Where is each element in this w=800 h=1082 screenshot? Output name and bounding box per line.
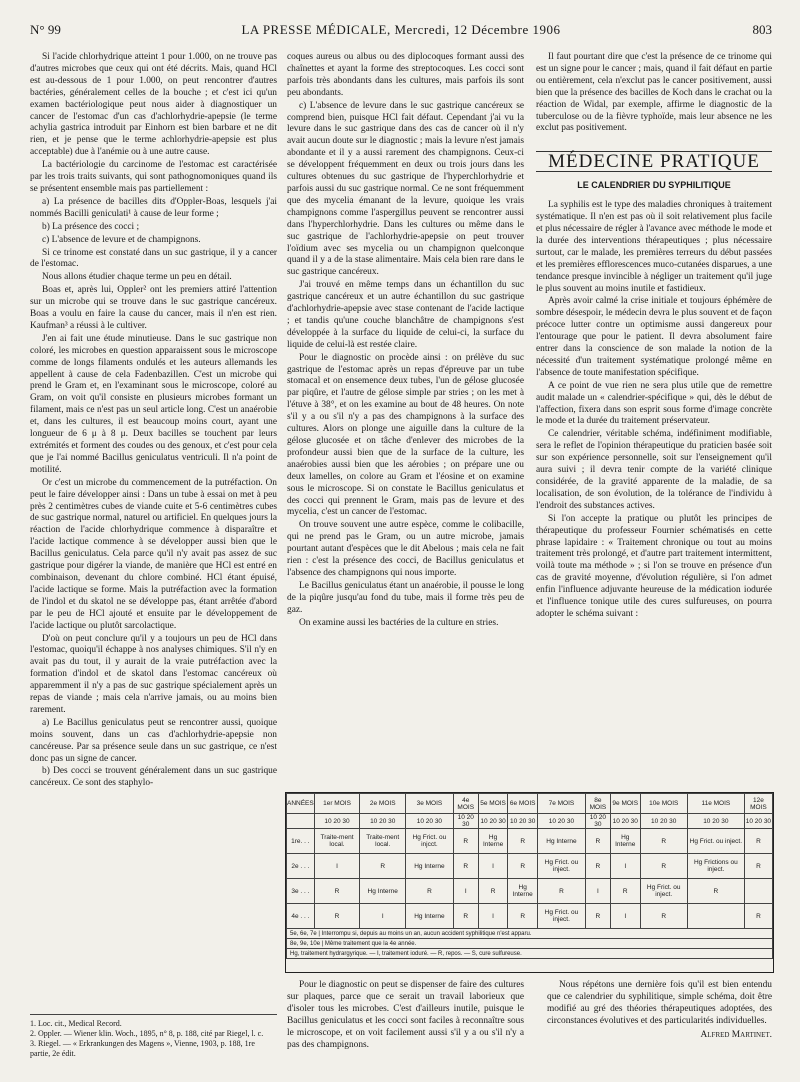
month-header: 5e MOIS [478, 794, 508, 814]
table-cell: I [610, 854, 640, 879]
paragraph: coques aureus ou albus ou des diplocoques formant aussi des chaînettes et ayant la forme des streptocoques. Les cocci sont parfois très abondants dans les cultures, mais parfois ils sont peu abondants. [287, 52, 524, 98]
table-cell: I [478, 854, 508, 879]
table-cell: R [610, 879, 640, 904]
table-cell: I [314, 854, 360, 879]
table-cell: Hg Interne [360, 879, 406, 904]
table-cell: R [314, 879, 360, 904]
paragraph: A ce point de vue rien ne sera plus utile que de remettre audit malade un « calendrier-spécifique » qui, dès le début de l'affection, fixera dans son esprit sous forme d'image concrète le mode et la durée du traitement préservateur. [536, 380, 772, 427]
paragraph: On examine aussi les bactéries de la culture en stries. [299, 617, 499, 628]
table-cell: R [744, 904, 772, 929]
table-cell: R [687, 879, 744, 904]
paragraph: Pour le diagnostic on peut se dispenser de faire des cultures sur plaques, parce que ce serait un travail laborieux que d'isoler tous les microbes. C'est d'ailleurs inutile, puisque le Bacillus geniculatus et les cocci sont faciles à reconnaître sous le microscope, et on voit facilement aussi s'il y a ou s'il n'y a pas des champignons. [287, 980, 524, 1050]
column-3-continuation [547, 980, 772, 1042]
column-2-continuation [287, 980, 524, 1052]
footnote: 2. Oppler. — Wiener klin. Woch., 1895, n° 8, p. 188, cité par Riegel, l. c. [30, 1029, 264, 1038]
table-cell: I [360, 904, 406, 929]
day-ticks: 10 20 30 [687, 814, 744, 829]
paragraph: Si l'acide chlorhydrique atteint 1 pour 1.000, on ne trouve pas d'autres microbes que ceux qui ont été décrits. Mais, quand HCl est au-dessous de 1 pour 1.000, on peut rencontrer d'autres bactéries, généralement celles de la bouche ; et c'est ici qu'un examen bactériologique peut nous aider à diagnostiquer un cancer de l'estomac d'un cas d'achlorhydrie-apepsie (le terme achylia gastrica introduit par Einhorn est bien barbare et ne dit rien, et je pense que le terme achlorhydrie-apepsie est plus acceptable) due à l'anémie ou à une autre cause. [30, 52, 277, 158]
table-cell: Hg Frictions ou inject. [687, 854, 744, 879]
year-label: 1re. . . [287, 829, 315, 854]
table-cell: Traite-ment local. [360, 829, 406, 854]
month-header: 10e MOIS [640, 794, 687, 814]
year-label: 3e . . . [287, 879, 315, 904]
table-row [287, 854, 773, 879]
section-title: MÉDECINE PRATIQUE [536, 151, 772, 172]
table-cell: I [478, 904, 508, 929]
paragraph: Il faut pourtant dire que c'est la présence de ce trinome qui est un signe pour le cancer ; mais, quand il fait défaut en partie ou entièrement, cela n'exclut pas le cancer positivement, aussi bien que la présence des bacilles de Koch dans le crachat ou la réaction de Widal, par exemple, affirme le diagnostic de la tuberculose ou de la fièvre typhoïde, mais leur absence ne les exclut pas positivement. [536, 52, 772, 134]
table-cell [287, 814, 315, 829]
table-cell: Hg Interne [406, 854, 454, 879]
paragraph: Or c'est un microbe du commencement de la putréfaction. On peut le faire développer ainsi : Dans un tube à essai on met à peu près 2 centimètres cubes de viande cuite et 5-6 centimètres cubes de suc gastrique normal, naturel ou artificiel. En quelques jours la réaction de l'acide chlorhydrique commence à disparaître et l'acide lactique commence à se développer aussi bien que le Bacillus geniculatus. Cela parce qu'il n'y avait pas assez de suc gastrique pour digérer la viande, de manière que HCl est entré en combinaison, devenant du chlore combiné. HCl étant épuisé, l'acide lactique se forme. Mais la putréfaction avec la formation de l'indol et du skatol ne se développe pas, étant arrêtée d'abord par le peu de HCl ajouté et ensuite par le développement de l'acide lactique ou plutôt sarcolactique. [30, 477, 277, 631]
day-ticks: 10 20 30 [314, 814, 360, 829]
table-cell: R [314, 904, 360, 929]
day-ticks: 10 20 30 [406, 814, 454, 829]
paragraph: Si ce trinome est constaté dans un suc gastrique, il y a cancer de l'estomac. [30, 247, 277, 270]
table-cell: R [744, 854, 772, 879]
paragraph: a) La présence de bacilles dits d'Oppler-Boas, lesquels j'ai nommés Bacilli geniculati¹ à cause de leur forme ; [30, 196, 277, 219]
day-ticks: 10 20 30 [538, 814, 586, 829]
year-label: 4e . . . [287, 904, 315, 929]
day-ticks: 10 20 30 [585, 814, 610, 829]
paragraph: La bactériologie du carcinome de l'estomac est caractérisée par les trois traits suivants, qui sont pathognomoniques quand ils se présentent ensemble mais pas partiellement : [30, 160, 277, 194]
table-cell: R [360, 854, 406, 879]
paragraph: Nous répétons une dernière fois qu'il est bien entendu que ce calendrier du syphilitique, simple schéma, doit être modifié au gré des théories thérapeutiques adoptées, des circonstances évolutives et des particularités individuelles. [547, 980, 772, 1026]
article-title: LE CALENDRIER DU SYPHILITIQUE [577, 180, 731, 191]
table-cell: R [508, 854, 538, 879]
issue-number: N° 99 [30, 22, 61, 37]
table-cell: R [640, 904, 687, 929]
paragraph: Le Bacillus geniculatus étant un anaérobie, il pousse le long de la piqûre jusqu'au fond du tube, mais il forme très peu de gaz. [287, 580, 524, 615]
table-cell: Hg Interne [610, 829, 640, 854]
paragraph: c) L'absence de levure et de champignons. [42, 234, 201, 245]
table-cell: R [585, 904, 610, 929]
table-cell: R [453, 829, 478, 854]
day-ticks: 10 20 30 [610, 814, 640, 829]
table-cell: R [508, 904, 538, 929]
author-signature: Alfred Martinet. [700, 1029, 772, 1040]
month-header: 8e MOIS [585, 794, 610, 814]
table-cell: R [453, 854, 478, 879]
day-ticks: 10 20 30 [640, 814, 687, 829]
table-cell: I [610, 904, 640, 929]
day-ticks: 10 20 30 [360, 814, 406, 829]
table-cell: Hg Interne [406, 904, 454, 929]
table-cell: I [585, 879, 610, 904]
table-cell [744, 879, 772, 904]
table-cell: R [453, 904, 478, 929]
table-cell: R [508, 829, 538, 854]
table-cell: Hg Frict. ou inject. [538, 854, 586, 879]
table-legend: Hg, traitement hydrargyrique. — I, traitement ioduré. — R, repos. — S, cure sulfureuse. [287, 949, 773, 959]
table-cell: I [453, 879, 478, 904]
footnote: 3. Riegel. — « Erkrankungen des Magens », Vienne, 1903, p. 188, 1re partie, 2e édit. [30, 1039, 255, 1058]
month-header: 6e MOIS [508, 794, 538, 814]
table-cell: R [744, 829, 772, 854]
day-ticks: 10 20 30 [478, 814, 508, 829]
paragraph: On trouve souvent une autre espèce, comme le colibacille, qui ne prend pas le Gram, ou un autre microbe, jamais pourtant autant d'espèces que le dit Abelous ; mais cela ne fait rien : c'est la présence des cocci, de Bacillus geniculatus et l'absence des champignons qui nous importe. [287, 520, 524, 578]
paragraph: La syphilis est le type des maladies chroniques à traitement systématique. Il n'en est pas où il soit relativement plus facile et plus nécessaire de régler à l'avance avec méthode le mode et la durée des interventions thérapeutiques ; plus nécessaire surtout, car le malade, les premières terreurs du début passées et les premières efflorescences muco-cutanées disparues, a une tendance presque invincible à négliger un traitement qu'il juge le plus souvent au moins inutile et fastidieux. [536, 200, 772, 294]
year-label: 2e . . . [287, 854, 315, 879]
paragraph: b) Des cocci se trouvent généralement dans un suc gastrique cancéreux. Ce sont des staphylo- [30, 766, 277, 789]
column-1 [30, 52, 277, 791]
paragraph: Pour le diagnostic on procède ainsi : on prélève du suc gastrique de l'estomac après un repas d'épreuve par un tube stomacal et on ensemence deux tubes, l'un de gélose glucosée par piqûre, et l'autre de gélose simple par stries ; on les met à l'étuve à 38°, et on les examine au bout de 48 heures. On note s'il y a ou s'il n'y a pas des champignons à la surface des cultures. Alors on plonge une aiguille dans la culture de la gélose glucosée et on tâche d'enlever des microbes de la profondeur aussi bien que de la surface de la culture, les anaérobies aussi bien que les aérobies ; on prépare une ou deux lamelles, on colore au Gram et l'éosine et on examine sous le microscope. Si on constate le Bacillus geniculatus et des cocci qui prennent le Gram, mais pas de levure et des mycelia, c'est un cancer de l'estomac. [287, 352, 524, 518]
table-cell: Hg Frict. ou inject. [538, 904, 586, 929]
paragraph: b) La présence des cocci ; [42, 221, 140, 232]
table-row [287, 879, 773, 904]
paragraph: Ce calendrier, véritable schéma, indéfiniment modifiable, sera le reflet de l'opinion thérapeutique du praticien basée soit sur son expérience personnelle, soit sur l'enseignement qu'il aura suivi ; il devra tenir compte de la variété clinique considérée, de la gravité apparente de la maladie, de sa localisation, de son évolution, de la tolérance de l'individu à l'endroit des substances actives. [536, 429, 772, 511]
month-header: 4e MOIS [453, 794, 478, 814]
table-cell: R [585, 854, 610, 879]
table-row [287, 904, 773, 929]
table-row [287, 829, 773, 854]
paragraph: Boas et, après lui, Oppler² ont les premiers attiré l'attention sur un microbe qui se trouve dans le suc gastrique cancéreux. Boas a voulu en faire la cause du cancer, mais il n'en est rien. Kaufman³ a réussi à le cultiver. [30, 285, 277, 331]
table-cell: R [585, 829, 610, 854]
month-header: 1er MOIS [314, 794, 360, 814]
table-cell: R [538, 879, 586, 904]
table-cell [687, 904, 744, 929]
table-cell: R [478, 879, 508, 904]
table-cell: Hg Frict. ou inject. [687, 829, 744, 854]
paragraph: Après avoir calmé la crise initiale et toujours éphémère de sombre désespoir, le médecin devra le plus souvent et de façon précoce lutter contre un optimisme aussi dangereux pour l'entourage que pour le patient. Il devra absolument faire entrer dans la conscience de son malade la notion de la nécessité d'un traitement systématique prolongé même en l'absence de toute manifestation spécifique. [536, 296, 772, 378]
month-header: 11e MOIS [687, 794, 744, 814]
table-cell: R [640, 854, 687, 879]
treatment-calendar-table [285, 792, 774, 973]
month-header: 12e MOIS [744, 794, 772, 814]
month-header: 2e MOIS [360, 794, 406, 814]
month-header: 3e MOIS [406, 794, 454, 814]
paragraph: J'en ai fait une étude minutieuse. Dans le suc gastrique non coloré, les microbes en question apparaissent sous le microscope comme de longs filaments ondulés et les auteurs allemands les appellent à cause de cela Fadenbazillen. C'est un microbe qui prend le Gram et, en l'examinant sous le microscope, coloré au Gram, on voit qu'il consiste en plusieurs microbes formant un filament, mais ce n'est pas un seul article long. C'est un anaérobie et, dans les cultures, il est beaucoup moins court, ayant une longueur de 6 μ à 8 μ. Deux bacilles se touchent par leurs extrémités et forment des coudes ou des genoux, et c'est pour cela que je l'ai nommé Bacillus geniculatus ventriculi. Il n'a point de motilité. [30, 333, 277, 475]
column-2 [287, 52, 524, 631]
journal-title: LA PRESSE MÉDICALE, Mercredi, 12 Décembre 1906 [241, 22, 561, 37]
table-note: 8e, 9e, 10e | Même traitement que la 4e année. [287, 939, 773, 949]
paragraph: Nous allons étudier chaque terme un peu en détail. [42, 272, 232, 283]
paragraph: a) Le Bacillus geniculatus peut se rencontrer aussi, quoique moins souvent, dans un cas d'achlorhydrie-apepsie non cancéreuse. Par sa présence seule dans un suc gastrique, ce n'est donc pas un signe de cancer. [30, 717, 277, 764]
table-cell: Traite-ment local. [314, 829, 360, 854]
table-note: 5e, 6e, 7e | Interrompu si, depuis au moins un an, aucun accident syphilitique n'est apparu. [287, 929, 773, 939]
paragraph: J'ai trouvé en même temps dans un échantillon du suc gastrique cancéreux et un autre échantillon du suc gastrique d'achlorhydrie-apepsie avec stase contenant de l'acide lactique ; et tandis qu'une couche blanchâtre de champignons s'est développée à la surface du liquide de celui-ci, la surface du liquide de celui-là est restée claire. [287, 280, 524, 350]
footnotes [30, 1014, 277, 1059]
table-cell: Hg Interne [508, 879, 538, 904]
day-ticks: 10 20 30 [508, 814, 538, 829]
month-header: 7e MOIS [538, 794, 586, 814]
page-header [30, 22, 772, 38]
page-number: 803 [752, 22, 772, 37]
day-ticks: 10 20 30 [744, 814, 772, 829]
paragraph: c) L'absence de levure dans le suc gastrique cancéreux se comprend bien, puisque HCl fait défaut. Cependant j'ai vu la levure dans le suc gastrique dans des cas de cancer où il n'y avait aucun doute sur le diagnostic ; mais la levure n'est jamais abondante et il y a aussi rarement des champignons. Ceux-ci se développent fréquemment en deux ou trois jours dans les cultures obtenues du suc gastrique de l'hyperchlorhydrie et parfois aussi du suc gastrique normal. Ce ne sont fréquemment que des mycelia émanant de la levure, quoique les vrais champignons comme l'aspergillus peuvent se rencontrer aussi dans l'hyperchlorhydrie. Dans les cultures ou même dans le suc gastrique de l'achlorhydrie-apepsie on peut trouver l'oïdium avec ses mycelia ou un champignon quelconque quand il y a de la stase alimentaire. Mais cela bien rare dans le suc gastrique cancéreux. [287, 100, 524, 278]
table-cell: Hg Interne [538, 829, 586, 854]
day-ticks: 10 20 30 [453, 814, 478, 829]
column-3 [536, 52, 772, 622]
paragraph: Si l'on accepte la pratique ou plutôt les principes de thérapeutique du professeur Fournier schématisés en cette phrase lapidaire : « Traitement chronique ou tout au moins traitement très prolongé, et d'autre part traitement intermittent, voilà toute ma méthode » ; si l'on se trouve en présence d'un cas de gravité moyenne, d'évolution régulière, si l'on admet enfin l'influence adjuvante heureuse de la médication iodurée et l'influence tonique utile des cures sulfureuses, on pourra adopter le schéma suivant : [536, 513, 772, 619]
paragraph: D'où on peut conclure qu'il y a toujours un peu de HCl dans l'estomac, quoiqu'il échappe à nos analyses chimiques. S'il n'y en avait pas du tout, il y aurait de la vraie putréfaction avec la formation d'indol et de skatol dans l'estomac cancéreux où apparemment il n'y a pas de suc gastrique spécialement après un repas de viande ; mais cela n'arrive jamais, ou au moins bien rarement. [30, 633, 277, 715]
table-cell: Hg Frict. ou inject. [640, 879, 687, 904]
table-cell: R [640, 829, 687, 854]
footnote: 1. Loc. cit., Medical Record. [30, 1019, 122, 1028]
table-cell: Hg Frict. ou injcct. [406, 829, 454, 854]
table-cell: Hg Interne [478, 829, 508, 854]
table-cell: R [406, 879, 454, 904]
month-header: 9e MOIS [610, 794, 640, 814]
years-header: ANNÉES [287, 794, 315, 814]
